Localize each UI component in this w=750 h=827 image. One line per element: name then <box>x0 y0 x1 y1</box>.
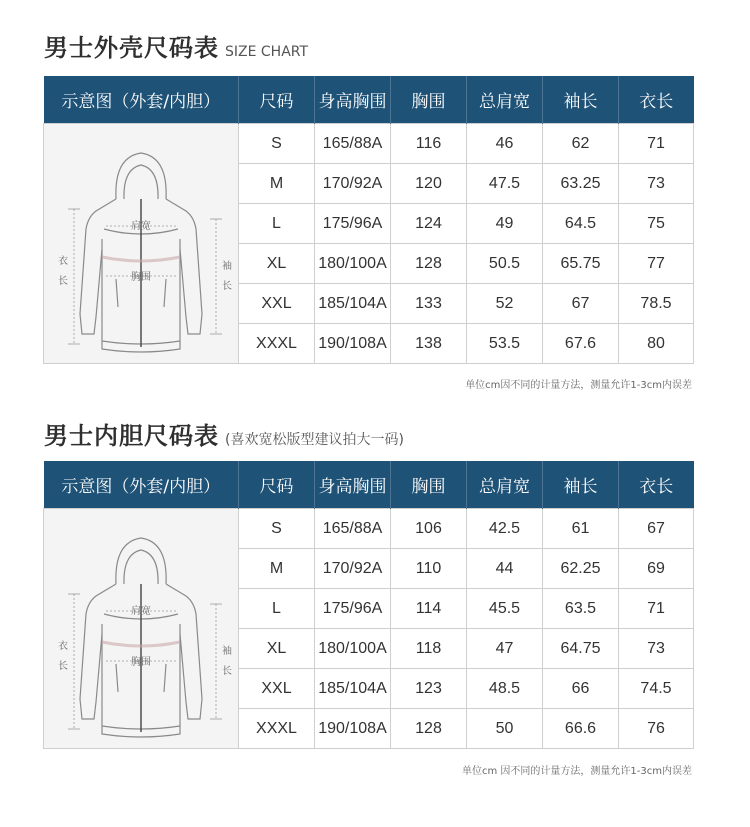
cell-length: 67 <box>619 509 694 549</box>
jacket-diagram-icon <box>46 129 236 359</box>
cell-size: XL <box>239 244 315 284</box>
column-header: 身高胸围 <box>315 76 391 124</box>
cell-chest: 128 <box>391 709 467 749</box>
cell-length: 77 <box>619 244 694 284</box>
shoulder-label: 肩宽 <box>131 220 151 232</box>
cell-length: 75 <box>619 204 694 244</box>
column-header: 示意图（外套/内胆） <box>44 461 239 509</box>
cell-chest: 116 <box>391 124 467 164</box>
outer-size-title <box>44 28 308 63</box>
cell-sleeve: 67.6 <box>543 324 619 364</box>
cell-height-chest: 175/96A <box>315 204 391 244</box>
cell-shoulder: 52 <box>467 284 543 324</box>
column-header: 总肩宽 <box>467 461 543 509</box>
cell-length: 71 <box>619 124 694 164</box>
cell-chest: 118 <box>391 629 467 669</box>
cell-length: 69 <box>619 549 694 589</box>
cell-sleeve: 66 <box>543 669 619 709</box>
cell-height-chest: 190/108A <box>315 709 391 749</box>
column-header: 示意图（外套/内胆） <box>44 76 239 124</box>
column-header: 尺码 <box>239 461 315 509</box>
cell-size: L <box>239 589 315 629</box>
cell-height-chest: 180/100A <box>315 244 391 284</box>
shoulder-label: 肩宽 <box>131 605 151 617</box>
cell-shoulder: 48.5 <box>467 669 543 709</box>
cell-size: L <box>239 204 315 244</box>
sleeve-label-1: 袖 <box>222 260 232 272</box>
cell-chest: 138 <box>391 324 467 364</box>
cell-height-chest: 190/108A <box>315 324 391 364</box>
column-header: 总肩宽 <box>467 76 543 124</box>
cell-size: XXL <box>239 284 315 324</box>
cell-sleeve: 63.5 <box>543 589 619 629</box>
cell-sleeve: 67 <box>543 284 619 324</box>
cell-length: 80 <box>619 324 694 364</box>
sleeve-label-2: 长 <box>222 665 232 677</box>
jacket-diagram-icon <box>46 514 236 744</box>
cell-size: XXXL <box>239 324 315 364</box>
cell-height-chest: 170/92A <box>315 164 391 204</box>
cell-length: 74.5 <box>619 669 694 709</box>
cell-size: M <box>239 164 315 204</box>
cell-shoulder: 45.5 <box>467 589 543 629</box>
cell-height-chest: 175/96A <box>315 589 391 629</box>
cell-chest: 123 <box>391 669 467 709</box>
table-row <box>44 509 694 549</box>
cell-chest: 120 <box>391 164 467 204</box>
cell-height-chest: 185/104A <box>315 284 391 324</box>
length-label-1: 衣 <box>58 640 68 652</box>
cell-shoulder: 44 <box>467 549 543 589</box>
outer-title-text: 男士外壳尺码表 <box>44 34 219 62</box>
cell-height-chest: 165/88A <box>315 509 391 549</box>
column-header: 袖长 <box>543 461 619 509</box>
sleeve-label-1: 袖 <box>222 645 232 657</box>
column-header: 衣长 <box>619 76 694 124</box>
cell-chest: 128 <box>391 244 467 284</box>
cell-height-chest: 185/104A <box>315 669 391 709</box>
cell-sleeve: 64.5 <box>543 204 619 244</box>
cell-sleeve: 63.25 <box>543 164 619 204</box>
cell-sleeve: 62.25 <box>543 549 619 589</box>
cell-shoulder: 46 <box>467 124 543 164</box>
outer-subtitle: SIZE CHART <box>225 44 309 60</box>
cell-sleeve: 65.75 <box>543 244 619 284</box>
cell-sleeve: 64.75 <box>543 629 619 669</box>
cell-size: M <box>239 549 315 589</box>
jacket-diagram-cell <box>44 124 239 364</box>
cell-shoulder: 50 <box>467 709 543 749</box>
cell-shoulder: 53.5 <box>467 324 543 364</box>
cell-chest: 110 <box>391 549 467 589</box>
column-header: 胸围 <box>391 461 467 509</box>
column-header: 尺码 <box>239 76 315 124</box>
jacket-diagram-cell <box>44 509 239 749</box>
cell-size: S <box>239 124 315 164</box>
cell-chest: 133 <box>391 284 467 324</box>
header-row <box>44 76 694 124</box>
cell-size: S <box>239 509 315 549</box>
cell-height-chest: 180/100A <box>315 629 391 669</box>
cell-height-chest: 170/92A <box>315 549 391 589</box>
sleeve-label-2: 长 <box>222 280 232 292</box>
cell-size: XXXL <box>239 709 315 749</box>
cell-length: 73 <box>619 164 694 204</box>
cell-size: XL <box>239 629 315 669</box>
column-header: 衣长 <box>619 461 694 509</box>
column-header: 身高胸围 <box>315 461 391 509</box>
cell-sleeve: 62 <box>543 124 619 164</box>
cell-length: 71 <box>619 589 694 629</box>
outer-measurement-note: 单位cm因不同的计量方法，测量允许1-3cm内误差 <box>465 380 692 391</box>
table-row <box>44 124 694 164</box>
cell-sleeve: 61 <box>543 509 619 549</box>
length-label-2: 长 <box>58 660 68 672</box>
column-header: 胸围 <box>391 76 467 124</box>
inner-title-text: 男士内胆尺码表 <box>44 422 219 450</box>
cell-length: 73 <box>619 629 694 669</box>
inner-size-title <box>44 416 404 451</box>
cell-chest: 106 <box>391 509 467 549</box>
cell-shoulder: 47 <box>467 629 543 669</box>
inner-measurement-note: 单位cm 因不同的计量方法，测量允许1-3cm内误差 <box>462 766 692 777</box>
header-row <box>44 461 694 509</box>
inner-size-table <box>43 461 694 749</box>
cell-shoulder: 42.5 <box>467 509 543 549</box>
chest-label: 胸围 <box>131 271 151 283</box>
outer-size-table <box>43 76 694 364</box>
column-header: 袖长 <box>543 76 619 124</box>
length-label-1: 衣 <box>58 255 68 267</box>
cell-shoulder: 50.5 <box>467 244 543 284</box>
cell-sleeve: 66.6 <box>543 709 619 749</box>
cell-length: 76 <box>619 709 694 749</box>
cell-chest: 114 <box>391 589 467 629</box>
chest-label: 胸围 <box>131 656 151 668</box>
cell-height-chest: 165/88A <box>315 124 391 164</box>
cell-shoulder: 49 <box>467 204 543 244</box>
cell-shoulder: 47.5 <box>467 164 543 204</box>
inner-subtitle: (喜欢宽松版型建议拍大一码) <box>225 432 404 448</box>
cell-size: XXL <box>239 669 315 709</box>
length-label-2: 长 <box>58 275 68 287</box>
cell-chest: 124 <box>391 204 467 244</box>
cell-length: 78.5 <box>619 284 694 324</box>
